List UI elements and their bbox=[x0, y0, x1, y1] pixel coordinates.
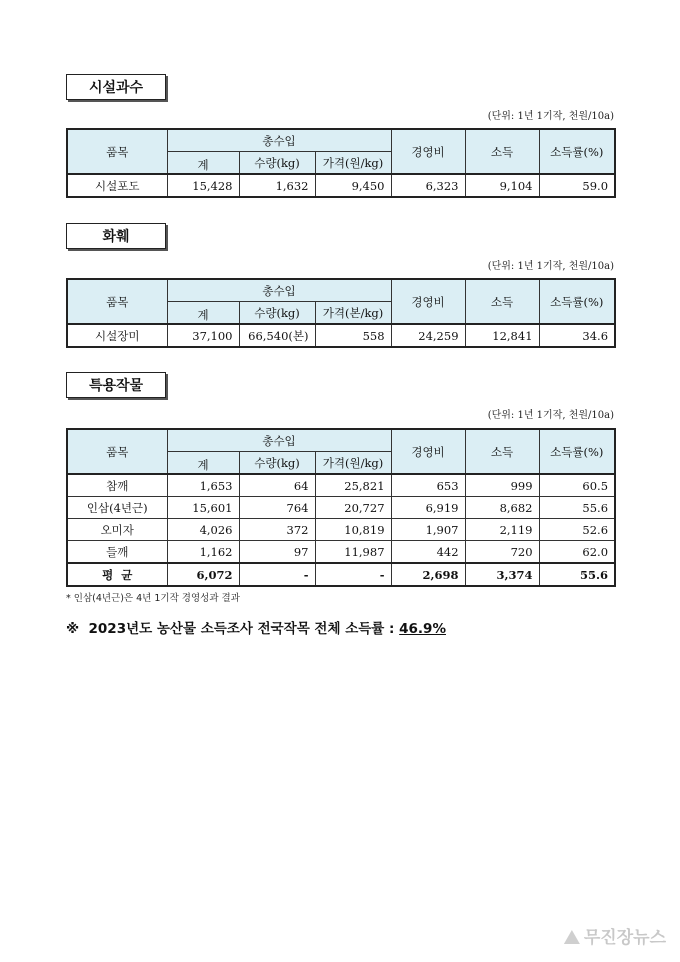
header-cost: 경영비 bbox=[391, 129, 465, 174]
average-row bbox=[67, 563, 615, 586]
cell-income: 2,119 bbox=[465, 519, 539, 541]
table-special-crops bbox=[66, 428, 616, 587]
cell-name: 오미자 bbox=[67, 519, 167, 541]
summary-prefix: ※ 2023년도 농산물 소득조사 전국작목 전체 소득률 : bbox=[66, 621, 400, 637]
cell-qty: 64 bbox=[239, 474, 315, 497]
cell-cost: 6,323 bbox=[391, 174, 465, 197]
section-label-greenhouse-fruit: 시설과수 bbox=[66, 74, 166, 100]
unit-note: (단위: 1년 1기작, 천원/10a) bbox=[487, 111, 614, 122]
cell-name: 들깨 bbox=[67, 541, 167, 564]
cell-price: 10,819 bbox=[315, 519, 391, 541]
cell-gye: 1,653 bbox=[167, 474, 239, 497]
cell-income: 3,374 bbox=[465, 563, 539, 586]
cell-income: 720 bbox=[465, 541, 539, 564]
header-price: 가격(원/kg) bbox=[315, 452, 391, 475]
table-row bbox=[67, 474, 615, 497]
cell-cost: 6,919 bbox=[391, 497, 465, 519]
cell-price: 25,821 bbox=[315, 474, 391, 497]
footnote: * 인삼(4년근)은 4년 1기작 경영성과 결과 bbox=[66, 593, 240, 604]
header-gye: 계 bbox=[167, 152, 239, 175]
header-income: 소득 bbox=[465, 429, 539, 474]
header-cost: 경영비 bbox=[391, 429, 465, 474]
cell-rate: 59.0 bbox=[539, 174, 615, 197]
cell-gye: 4,026 bbox=[167, 519, 239, 541]
cell-rate: 52.6 bbox=[539, 519, 615, 541]
header-rate: 소득률(%) bbox=[539, 429, 615, 474]
header-cost: 경영비 bbox=[391, 279, 465, 324]
table-row bbox=[67, 324, 615, 347]
cell-cost: 653 bbox=[391, 474, 465, 497]
table-row bbox=[67, 541, 615, 564]
cell-rate: 62.0 bbox=[539, 541, 615, 564]
cell-cost: 1,907 bbox=[391, 519, 465, 541]
cell-cost: 442 bbox=[391, 541, 465, 564]
cell-price: 11,987 bbox=[315, 541, 391, 564]
cell-gye: 6,072 bbox=[167, 563, 239, 586]
cell-price: 558 bbox=[315, 324, 391, 347]
watermark bbox=[564, 923, 666, 948]
cell-rate: 55.6 bbox=[539, 497, 615, 519]
table-row bbox=[67, 174, 615, 197]
cell-rate: 34.6 bbox=[539, 324, 615, 347]
table-greenhouse-fruit bbox=[66, 128, 616, 198]
cell-qty: 1,632 bbox=[239, 174, 315, 197]
header-price: 가격(본/kg) bbox=[315, 302, 391, 325]
header-income: 소득 bbox=[465, 279, 539, 324]
header-gye: 계 bbox=[167, 302, 239, 325]
cell-qty: 66,540(본) bbox=[239, 324, 315, 347]
cell-name: 참깨 bbox=[67, 474, 167, 497]
mountain-icon bbox=[564, 930, 580, 944]
section-label-flowers: 화훼 bbox=[66, 223, 166, 249]
cell-qty: 764 bbox=[239, 497, 315, 519]
cell-rate: 60.5 bbox=[539, 474, 615, 497]
header-total: 총수입 bbox=[167, 279, 391, 302]
header-item: 품목 bbox=[67, 429, 167, 474]
cell-qty: - bbox=[239, 563, 315, 586]
table-row bbox=[67, 519, 615, 541]
cell-price: 20,727 bbox=[315, 497, 391, 519]
summary-value: 46.9% bbox=[399, 621, 446, 637]
cell-gye: 1,162 bbox=[167, 541, 239, 564]
header-qty: 수량(kg) bbox=[239, 302, 315, 325]
section-label-special-crops: 특용작물 bbox=[66, 372, 166, 398]
table-flowers bbox=[66, 278, 616, 348]
header-rate: 소득률(%) bbox=[539, 129, 615, 174]
summary-line bbox=[66, 617, 446, 637]
cell-income: 8,682 bbox=[465, 497, 539, 519]
header-price: 가격(원/kg) bbox=[315, 152, 391, 175]
cell-price: - bbox=[315, 563, 391, 586]
header-rate: 소득률(%) bbox=[539, 279, 615, 324]
cell-gye: 37,100 bbox=[167, 324, 239, 347]
header-gye: 계 bbox=[167, 452, 239, 475]
cell-income: 12,841 bbox=[465, 324, 539, 347]
cell-income: 999 bbox=[465, 474, 539, 497]
cell-name: 시설포도 bbox=[67, 174, 167, 197]
cell-cost: 24,259 bbox=[391, 324, 465, 347]
header-item: 품목 bbox=[67, 279, 167, 324]
header-item: 품목 bbox=[67, 129, 167, 174]
header-total: 총수입 bbox=[167, 129, 391, 152]
table-row bbox=[67, 497, 615, 519]
cell-rate: 55.6 bbox=[539, 563, 615, 586]
cell-name: 인삼(4년근) bbox=[67, 497, 167, 519]
header-qty: 수량(kg) bbox=[239, 452, 315, 475]
unit-note: (단위: 1년 1기작, 천원/10a) bbox=[487, 261, 614, 272]
watermark-text: 무진장뉴스 bbox=[583, 928, 666, 948]
cell-price: 9,450 bbox=[315, 174, 391, 197]
cell-income: 9,104 bbox=[465, 174, 539, 197]
header-income: 소득 bbox=[465, 129, 539, 174]
cell-qty: 372 bbox=[239, 519, 315, 541]
cell-name: 시설장미 bbox=[67, 324, 167, 347]
cell-gye: 15,428 bbox=[167, 174, 239, 197]
cell-qty: 97 bbox=[239, 541, 315, 564]
unit-note: (단위: 1년 1기작, 천원/10a) bbox=[487, 410, 614, 421]
cell-name: 평 균 bbox=[67, 563, 167, 586]
header-total: 총수입 bbox=[167, 429, 391, 452]
cell-cost: 2,698 bbox=[391, 563, 465, 586]
header-qty: 수량(kg) bbox=[239, 152, 315, 175]
cell-gye: 15,601 bbox=[167, 497, 239, 519]
